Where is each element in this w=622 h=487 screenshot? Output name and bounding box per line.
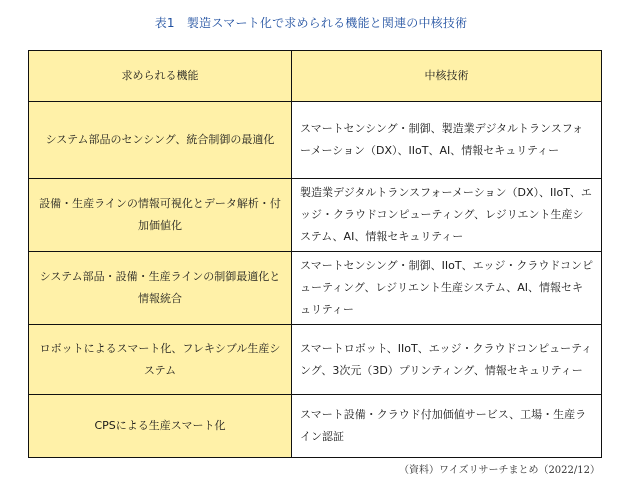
technology-cell: スマートロボット、IIoT、エッジ・クラウドコンピューティング、3次元（3D）プリンティング、情報セキュリティー [292,325,602,395]
source-note: （資料）ワイズリサーチまとめ（2022/12） [399,465,600,476]
table-header-row [29,51,602,102]
function-cell: ロボットによるスマート化、フレキシブル生産システム [29,325,292,395]
header-function: 求められる機能 [29,51,292,102]
technology-cell: 製造業デジタルトランスフォーメーション（DX）、IIoT、エッジ・クラウドコンピューティング、レジリエント生産システム、AI、情報セキュリティー [292,179,602,252]
function-cell: システム部品のセンシング、統合制御の最適化 [29,102,292,179]
function-cell: 設備・生産ラインの情報可視化とデータ解析・付加価値化 [29,179,292,252]
table-row [29,252,602,325]
table-title: 表1 製造スマート化で求められる機能と関連の中核技術 [154,16,468,30]
function-cell: CPSによる生産スマート化 [29,395,292,458]
table-row [29,179,602,252]
table-row [29,395,602,458]
function-cell: システム部品・設備・生産ラインの制御最適化と情報統合 [29,252,292,325]
technology-cell: スマート設備・クラウド付加価値サービス、工場・生産ライン認証 [292,395,602,458]
table-row [29,102,602,179]
functions-technologies-table [28,50,602,458]
technology-cell: スマートセンシング・制御、製造業デジタルトランスフォーメーション（DX）、IIoT、AI、情報セキュリティー [292,102,602,179]
technology-cell: スマートセンシング・制御、IIoT、エッジ・クラウドコンピューティング、レジリエント生産システム、AI、情報セキュリティー [292,252,602,325]
header-core-technology: 中核技術 [292,51,602,102]
table-row [29,325,602,395]
